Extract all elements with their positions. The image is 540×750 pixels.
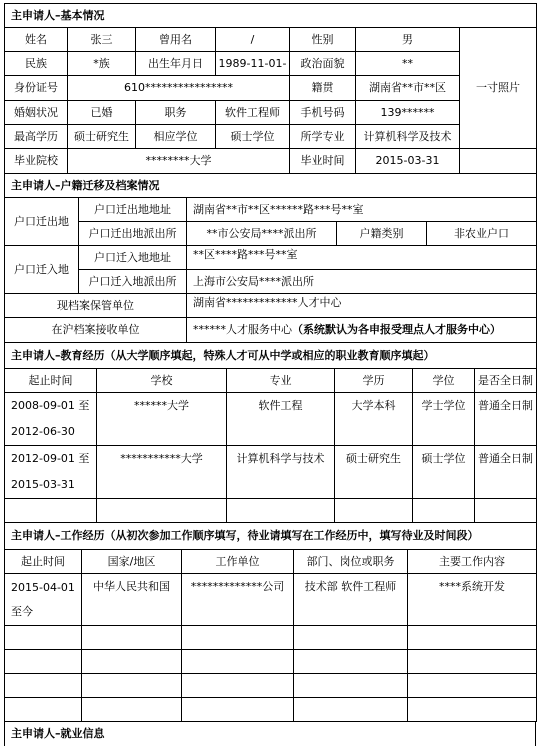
hukou-out-label: 户口迁出地 <box>5 198 79 246</box>
in-addr-label: 户口迁入地地址 <box>79 246 187 270</box>
table-row <box>5 674 537 698</box>
work-company: *************公司 <box>182 574 294 626</box>
degree-value: 硕士学位 <box>216 125 290 149</box>
in-station-value: 上海市公安局****派出所 <box>187 270 537 294</box>
school-value: ********大学 <box>68 149 290 174</box>
empty-cell <box>182 674 294 698</box>
id-value: 610**************** <box>68 76 290 101</box>
edu-end: 2012-06-30 <box>11 425 75 438</box>
edu-period-cell <box>5 446 97 499</box>
edu-header-major: 专业 <box>227 369 335 393</box>
empty-cell <box>408 626 537 650</box>
edu-header-degree: 学位 <box>413 369 475 393</box>
grad-time-label: 毕业时间 <box>290 149 356 174</box>
education-title: 主申请人–教育经历（从大学顺序填起，特殊人才可从中学或相应的职业教育顺序填起） <box>5 343 537 369</box>
edu-header-fulltime: 是否全日制 <box>475 369 537 393</box>
empty-cell <box>5 499 97 523</box>
gender-value: 男 <box>356 28 460 52</box>
empty-cell <box>5 674 82 698</box>
edu-major: 软件工程 <box>227 393 335 446</box>
empty-cell <box>5 650 82 674</box>
photo-placeholder: 一寸照片 <box>460 28 537 149</box>
employment-table <box>4 721 536 746</box>
table-row <box>5 393 537 446</box>
edu-degree: 学士学位 <box>413 393 475 446</box>
marital-label: 婚姻状况 <box>5 101 68 125</box>
application-form <box>4 3 536 746</box>
phone-label: 手机号码 <box>290 101 356 125</box>
major-label: 所学专业 <box>290 125 356 149</box>
work-title: 主申请人–工作经历（从初次参加工作顺序填写，待业请填写在工作经历中，填写待业及时间段） <box>5 523 537 550</box>
table-row <box>5 574 537 626</box>
edu-period-cell <box>5 393 97 446</box>
work-end: 至今 <box>11 604 33 618</box>
empty-cell <box>5 698 82 722</box>
out-station-label: 户口迁出地派出所 <box>79 222 187 246</box>
empty-cell <box>408 674 537 698</box>
basic-info-title: 主申请人–基本情况 <box>5 4 537 28</box>
empty-cell <box>294 674 408 698</box>
name-value: 张三 <box>68 28 136 52</box>
work-country: 中华人民共和国 <box>82 574 182 626</box>
edu-fulltime: 普通全日制 <box>475 446 537 499</box>
hukou-table <box>4 173 537 343</box>
empty-cell <box>5 626 82 650</box>
major-value: 计算机科学及技术 <box>356 125 460 149</box>
edu-major: 计算机科学与技术 <box>227 446 335 499</box>
employment-title: 主申请人–就业信息 <box>5 722 536 746</box>
basic-info-table <box>4 3 537 174</box>
work-start: 2015-04-01 <box>11 580 75 594</box>
empty-cell <box>182 698 294 722</box>
education-value: 硕士研究生 <box>68 125 136 149</box>
hukou-type-value: 非农业户口 <box>427 222 537 246</box>
empty-cell <box>335 499 413 523</box>
table-row <box>5 626 537 650</box>
school-label: 毕业院校 <box>5 149 68 174</box>
edu-header-school: 学校 <box>97 369 227 393</box>
work-header-company: 工作单位 <box>182 550 294 574</box>
out-addr-label: 户口迁出地地址 <box>79 198 187 222</box>
political-value: ** <box>356 52 460 76</box>
archive-unit-value: 湖南省*************人才中心 <box>187 294 537 318</box>
work-content: ****系统开发 <box>408 574 537 626</box>
shanghai-unit-note: （系统默认为各申报受理点人才服务中心） <box>292 323 501 337</box>
shanghai-unit-cell <box>187 318 537 343</box>
table-row <box>5 499 537 523</box>
marital-value: 已婚 <box>68 101 136 125</box>
in-addr-value: **区****路***号**室 <box>187 246 537 270</box>
native-label: 籍贯 <box>290 76 356 101</box>
edu-header-level: 学历 <box>335 369 413 393</box>
work-header-content: 主要工作内容 <box>408 550 537 574</box>
out-station-value: **市公安局****派出所 <box>187 222 337 246</box>
empty-cell <box>408 650 537 674</box>
grad-time-value: 2015-03-31 <box>356 149 460 174</box>
table-row <box>5 446 537 499</box>
edu-school: ******大学 <box>97 393 227 446</box>
work-header-dept: 部门、岗位或职务 <box>294 550 408 574</box>
former-name-value: / <box>216 28 290 52</box>
empty-cell <box>182 650 294 674</box>
work-header-period: 起止时间 <box>5 550 82 574</box>
edu-level: 大学本科 <box>335 393 413 446</box>
work-dept: 技术部 软件工程师 <box>294 574 408 626</box>
work-period-cell <box>5 574 82 626</box>
edu-fulltime: 普通全日制 <box>475 393 537 446</box>
edu-start: 2012-09-01 至 <box>11 452 90 465</box>
birth-label: 出生年月日 <box>136 52 216 76</box>
empty-cell <box>182 626 294 650</box>
degree-label: 相应学位 <box>136 125 216 149</box>
empty-cell <box>82 674 182 698</box>
education-table <box>4 342 537 523</box>
education-label: 最高学历 <box>5 125 68 149</box>
table-row <box>5 698 537 722</box>
empty-cell <box>82 650 182 674</box>
empty-cell <box>294 650 408 674</box>
edu-header-period: 起止时间 <box>5 369 97 393</box>
native-value: 湖南省**市**区 <box>356 76 460 101</box>
empty-cell <box>294 626 408 650</box>
post-value: 软件工程师 <box>216 101 290 125</box>
ethnicity-value: *族 <box>68 52 136 76</box>
empty-cell <box>82 626 182 650</box>
hukou-type-label: 户籍类别 <box>337 222 427 246</box>
empty-cell <box>413 499 475 523</box>
archive-unit-label: 现档案保管单位 <box>5 294 187 318</box>
gender-label: 性别 <box>290 28 356 52</box>
political-label: 政治面貌 <box>290 52 356 76</box>
hukou-in-label: 户口迁入地 <box>5 246 79 294</box>
work-table <box>4 522 537 722</box>
shanghai-unit-value: ******人才服务中心 <box>193 323 292 337</box>
edu-school: ***********大学 <box>97 446 227 499</box>
id-label: 身份证号 <box>5 76 68 101</box>
edu-start: 2008-09-01 至 <box>11 399 90 412</box>
ethnicity-label: 民族 <box>5 52 68 76</box>
work-header-country: 国家/地区 <box>82 550 182 574</box>
empty-cell <box>97 499 227 523</box>
former-name-label: 曾用名 <box>136 28 216 52</box>
empty-cell <box>460 149 537 174</box>
empty-cell <box>408 698 537 722</box>
name-label: 姓名 <box>5 28 68 52</box>
table-row <box>5 650 537 674</box>
in-station-label: 户口迁入地派出所 <box>79 270 187 294</box>
birth-value: 1989-11-01- <box>216 52 290 76</box>
hukou-title: 主申请人–户籍迁移及档案情况 <box>5 174 537 198</box>
empty-cell <box>294 698 408 722</box>
edu-end: 2015-03-31 <box>11 478 75 491</box>
out-addr-value: 湖南省**市**区******路***号**室 <box>187 198 537 222</box>
phone-value: 139****** <box>356 101 460 125</box>
empty-cell <box>227 499 335 523</box>
edu-level: 硕士研究生 <box>335 446 413 499</box>
edu-degree: 硕士学位 <box>413 446 475 499</box>
empty-cell <box>82 698 182 722</box>
empty-cell <box>475 499 537 523</box>
post-label: 职务 <box>136 101 216 125</box>
shanghai-unit-label: 在沪档案接收单位 <box>5 318 187 343</box>
